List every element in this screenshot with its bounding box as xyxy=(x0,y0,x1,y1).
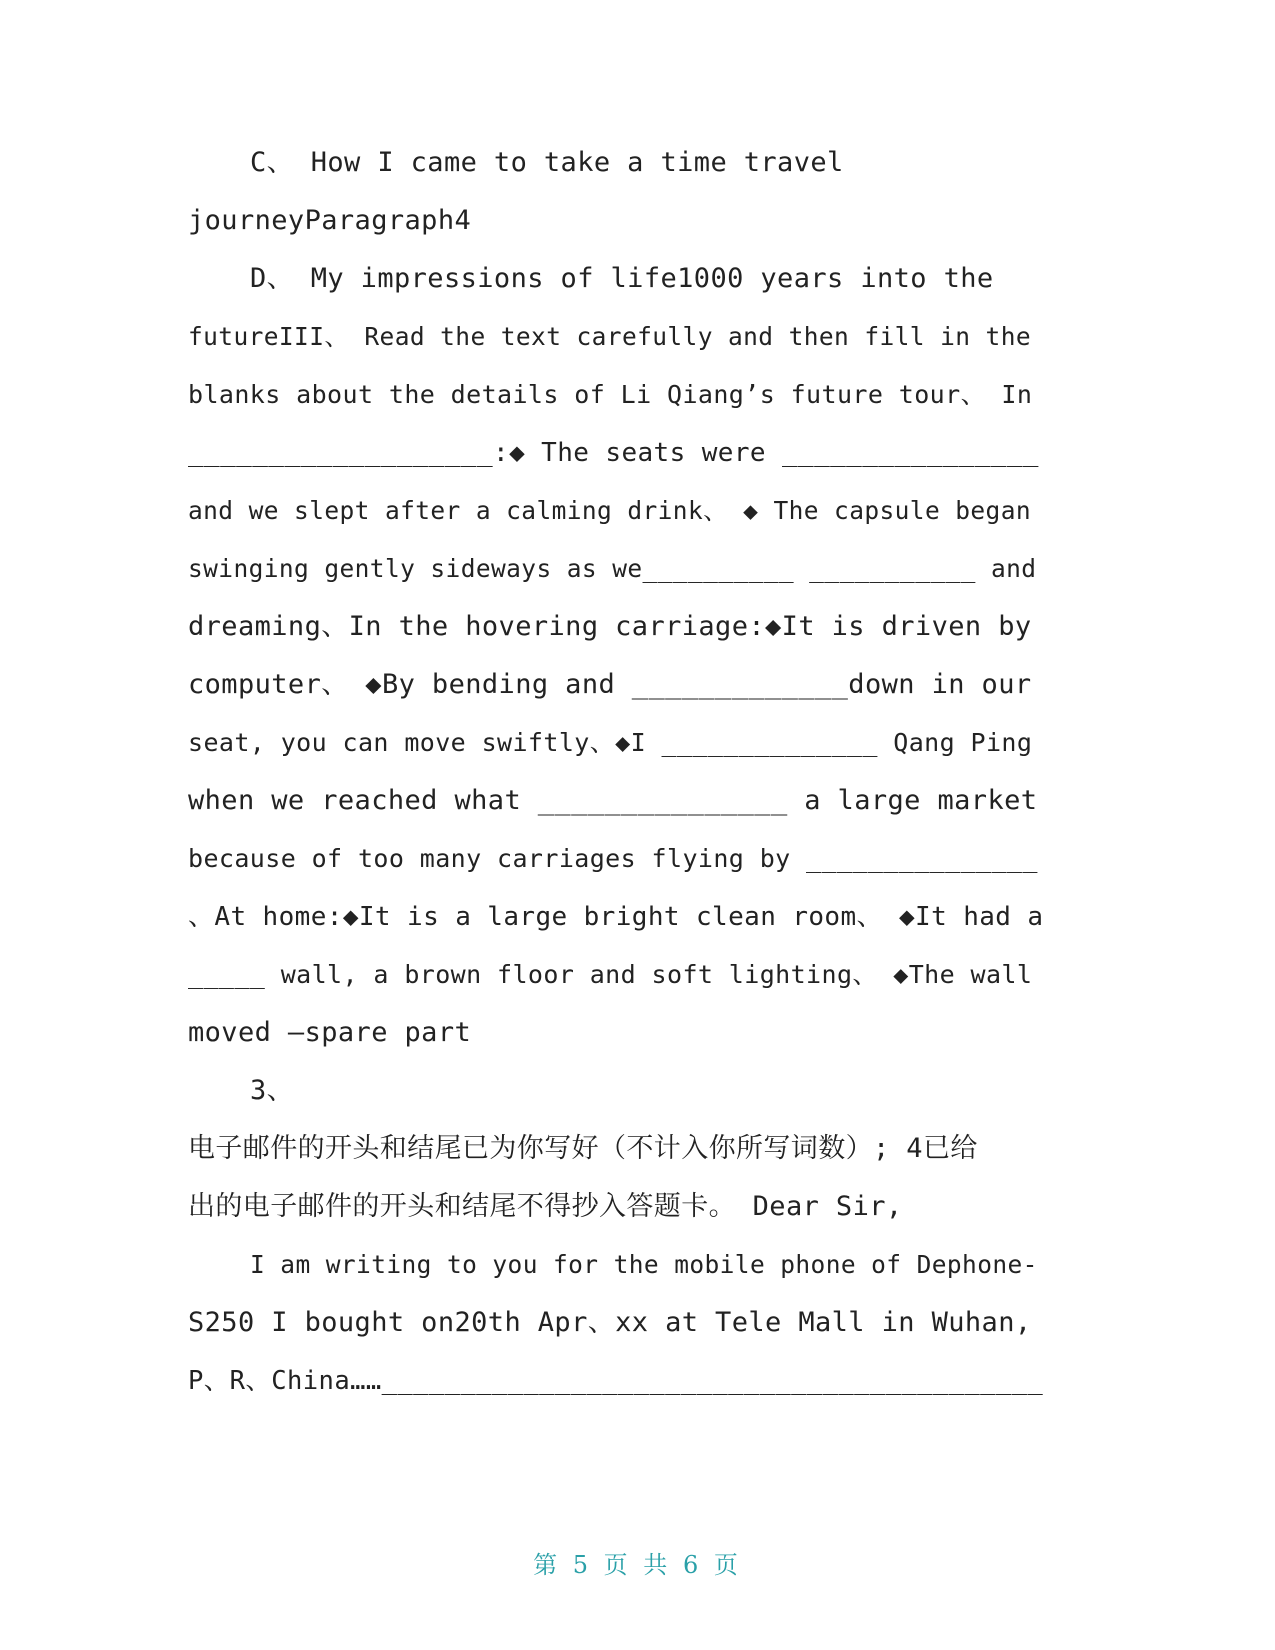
text-line: seat, you can move swiftly、◆I ______________ Qang Ping xyxy=(188,728,1033,757)
text-line: 电子邮件的开头和结尾已为你写好（不计入你所写词数）; 4已给 xyxy=(188,1133,978,1164)
text-line: dreaming、In the hovering carriage:◆It is driven by xyxy=(188,611,1032,642)
text-line: 、At home:◆It is a large bright clean room、 ◆It had a xyxy=(188,902,1044,932)
page-number-footer: 第 5 页 共 6 页 xyxy=(533,1551,742,1579)
text-line: and we slept after a calming drink、 ◆ The capsule began xyxy=(188,496,1032,525)
text-line: moved —spare part xyxy=(188,1017,472,1048)
text-line: ___________________:◆ The seats were ________________ xyxy=(188,438,1039,468)
text-line: 3、 xyxy=(250,1075,295,1106)
text-line: because of too many carriages flying by _______________ xyxy=(188,844,1038,873)
text-line: _____ wall, a brown floor and soft lighting、 ◆The wall xyxy=(188,960,1033,989)
text-line: C、 How I came to take a time travel xyxy=(250,147,844,178)
text-line: swinging gently sideways as we__________ ___________ and xyxy=(188,554,1037,583)
text-line: computer、 ◆By bending and _____________down in our xyxy=(188,669,1032,700)
text-line: journeyParagraph4 xyxy=(188,205,472,236)
text-line: P、R、China……__________________________________________ xyxy=(188,1366,1044,1396)
text-line: I am writing to you for the mobile phone of Dephone- xyxy=(250,1250,1038,1279)
text-line: futureIII、 Read the text carefully and then fill in the xyxy=(188,322,1032,351)
text-line: D、 My impressions of life1000 years into the xyxy=(250,263,994,294)
text-line: S250 I bought on20th Apr、xx at Tele Mall in Wuhan, xyxy=(188,1307,1032,1338)
text-line: blanks about the details of Li Qiang’s future tour、 In xyxy=(188,380,1033,409)
text-line: when we reached what _______________ a large market xyxy=(188,785,1038,816)
text-line: 出的电子邮件的开头和结尾不得抄入答题卡。 Dear Sir, xyxy=(188,1191,903,1222)
